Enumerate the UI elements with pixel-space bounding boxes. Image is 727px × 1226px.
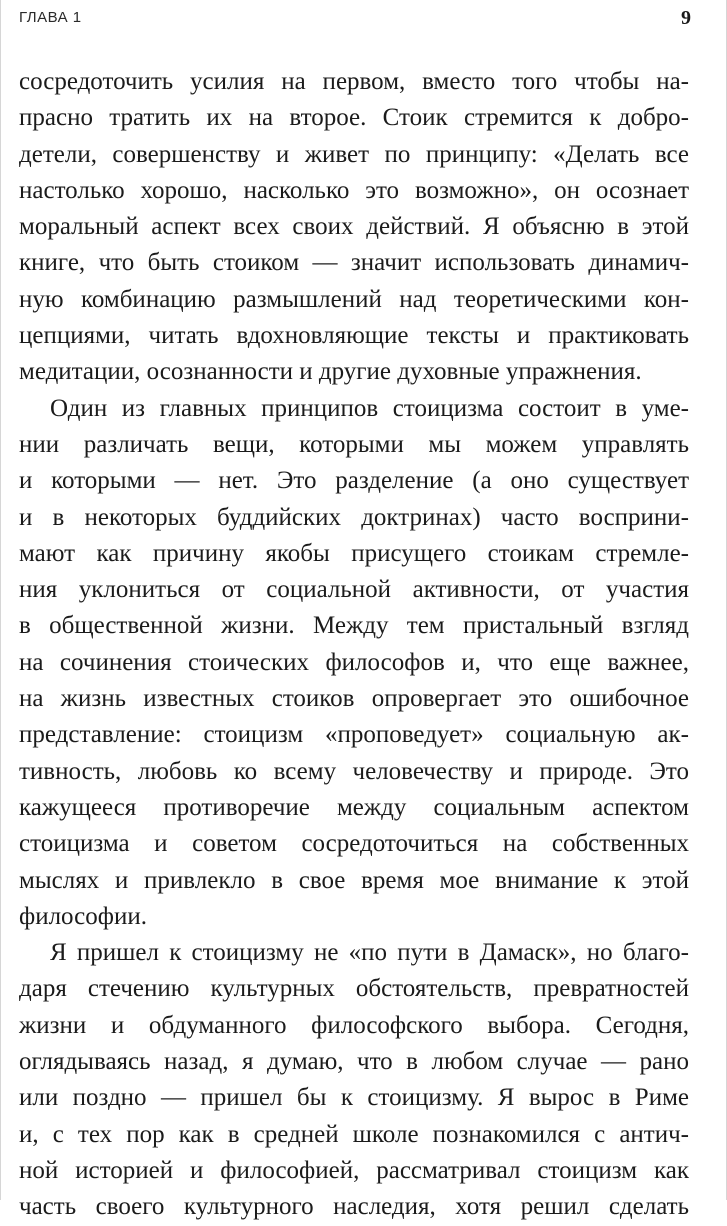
text-line: и, с тех пор как в средней школе познакомился с антич-: [19, 1120, 689, 1148]
text-line: тивность, любовь ко всему человечеству и природе. Это: [19, 757, 689, 785]
text-line: книге, что быть стоиком — значит использовать динамич-: [19, 249, 689, 277]
body-text: [19, 64, 689, 1226]
text-line: на жизнь известных стоиков опровергает это ошибочное: [19, 685, 689, 713]
text-line: в общественной жизни. Между тем пристальный взгляд: [19, 612, 689, 640]
text-line: философии.: [19, 902, 147, 930]
page-left-edge: [0, 0, 1, 1200]
text-line: ную комбинацию размышлений над теоретическими кон-: [19, 285, 689, 313]
text-line: ния уклониться от социальной активности, от участия: [19, 576, 689, 604]
text-line: и которыми — нет. Это разделение (а оно существует: [19, 467, 689, 495]
text-line: кажущееся противоречие между социальным аспектом: [19, 793, 689, 821]
text-line: моральный аспект всех своих действий. Я объясню в этой: [19, 213, 689, 241]
text-line: детели, совершенству и живет по принципу: «Делать все: [19, 140, 689, 168]
text-line: Я пришел к стоицизму не «по пути в Дамаск», но благо-: [50, 939, 689, 967]
text-line: цепциями, читать вдохновляющие тексты и практиковать: [19, 322, 689, 350]
text-line: даря стечению культурных обстоятельств, превратностей: [19, 975, 689, 1003]
paragraph: [19, 935, 689, 1225]
text-line: стоицизма и советом сосредоточиться на собственных: [19, 830, 689, 858]
page-number: 9: [681, 7, 691, 29]
text-line: часть своего культурного наследия, хотя решил сделать: [19, 1193, 689, 1221]
text-line: оглядываясь назад, я думаю, что в любом случае — рано: [19, 1048, 689, 1076]
paragraph: [19, 64, 689, 391]
text-line: настолько хорошо, насколько это возможно», он осознает: [19, 176, 689, 204]
text-line: медитации, осознанности и другие духовные упражнения.: [19, 358, 642, 386]
paragraph: [19, 391, 689, 935]
text-line: мыслях и привлекло в свое время мое внимание к этой: [19, 866, 689, 894]
text-line: жизни и обдуманного философского выбора. Сегодня,: [19, 1011, 689, 1039]
text-line: сосредоточить усилия на первом, вместо того чтобы на-: [19, 68, 689, 95]
text-line: прасно тратить их на второе. Стоик стремится к добро-: [19, 104, 689, 132]
text-line: и в некоторых буддийских доктринах) часто восприни-: [19, 503, 689, 531]
text-line: на сочинения стоических философов и, что еще важнее,: [19, 648, 689, 676]
text-line: мают как причину якобы присущего стоикам стремле-: [19, 539, 689, 567]
chapter-label: ГЛАВА 1: [19, 9, 82, 26]
text-line: Один из главных принципов стоицизма состоит в уме-: [50, 394, 689, 422]
text-line: нии различать вещи, которыми мы можем управлять: [19, 430, 689, 458]
text-line: представление: стоицизм «проповедует» социальную ак-: [19, 721, 689, 749]
text-line: или поздно — пришел бы к стоицизму. Я вырос в Риме: [19, 1084, 689, 1112]
running-head: [19, 6, 691, 30]
text-line: ной историей и философией, рассматривал стоицизм как: [19, 1156, 689, 1184]
